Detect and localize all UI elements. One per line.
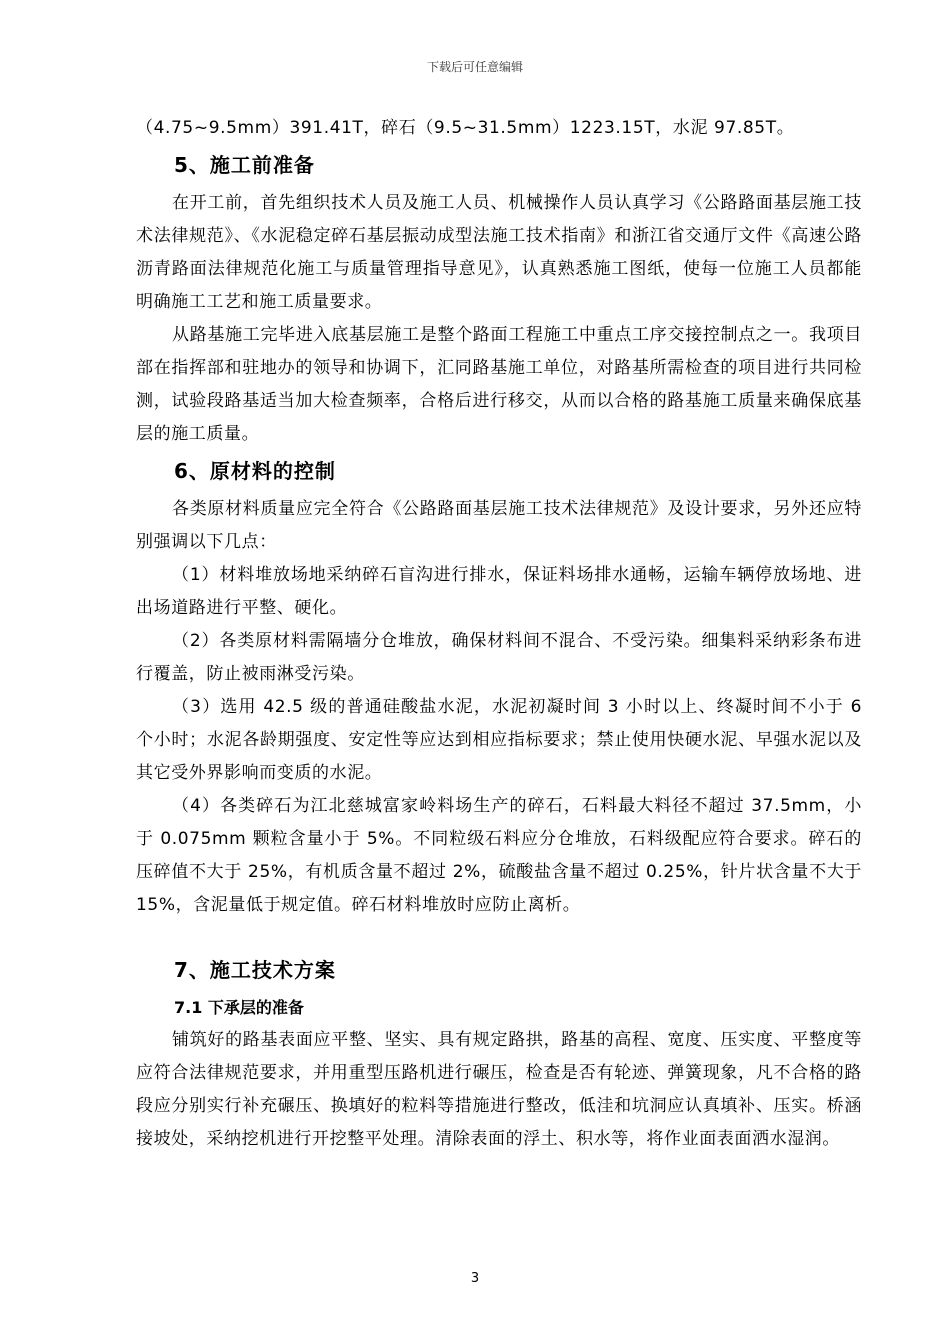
continuation-line: （4.75~9.5mm）391.41T，碎石（9.5~31.5mm）1223.15T，水泥 97.85T。 [136,118,795,138]
document-body [136,112,862,1156]
section-5-paragraph-1: 在开工前，首先组织技术人员及施工人员、机械操作人员认真学习《公路路面基层施工技术法律规范》、《水泥稳定碎石基层振动成型法施工技术指南》和浙江省交通厅文件《高速公路沥青路面法律规范化施工与质量管理指导意见》，认真熟悉施工图纸，使每一位施工人员都能明确施工工艺和施工质量要求。 [136,193,862,312]
section-6-item-3: （3）选用 42.5 级的普通硅酸盐水泥，水泥初凝时间 3 小时以上、终凝时间不小于 6 个小时；水泥各龄期强度、安定性等应达到相应指标要求；禁止使用快硬水泥、早强水泥以及其它受外界影响而变质的水泥。 [136,697,862,783]
section-6-item-1: （1）材料堆放场地采纳碎石盲沟进行排水，保证料场排水通畅，运输车辆停放场地、进出场道路进行平整、硬化。 [136,565,862,618]
section-7-heading: 7、施工技术方案 [174,958,336,982]
section-6-item-2: （2）各类原材料需隔墙分仓堆放，确保材料间不混合、不受污染。细集料采纳彩条布进行覆盖，防止被雨淋受污染。 [136,631,862,684]
section-6-paragraph-1: 各类原材料质量应完全符合《公路路面基层施工技术法律规范》及设计要求，另外还应特别强调以下几点： [136,499,862,552]
page-number: 3 [470,1271,480,1286]
section-7-1-paragraph-1: 铺筑好的路基表面应平整、坚实、具有规定路拱，路基的高程、宽度、压实度、平整度等应符合法律规范要求，并用重型压路机进行碾压，检查是否有轮迹、弹簧现象，凡不合格的路段应分别实行补充碾压、换填好的粒料等措施进行整改，低洼和坑洞应认真填补、压实。桥涵接坡处，采纳挖机进行开挖整平处理。清除表面的浮土、积水等，将作业面表面洒水湿润。 [136,1030,862,1149]
section-6-item-4: （4）各类碎石为江北慈城富家岭料场生产的碎石，石料最大料径不超过 37.5mm，小于 0.075mm 颗粒含量小于 5%。不同粒级石料应分仓堆放，石料级配应符合要求。碎石的压碎值不大于 25%，有机质含量不超过 2%，硫酸盐含量不超过 0.25%，针片状含量不大于 15%，含泥量低于规定值。碎石材料堆放时应防止离析。 [136,796,862,915]
section-6-heading: 6、原材料的控制 [174,459,336,483]
section-5-heading: 5、施工前准备 [174,153,315,177]
header-note: 下载后可任意编辑 [426,60,523,74]
section-7-1-heading: 7.1 下承层的准备 [174,998,304,1017]
section-5-paragraph-2: 从路基施工完毕进入底基层施工是整个路面工程施工中重点工序交接控制点之一。我项目部在指挥部和驻地办的领导和协调下，汇同路基施工单位，对路基所需检查的项目进行共同检测，试验段路基适当加大检查频率，合格后进行移交，从而以合格的路基施工质量来确保底基层的施工质量。 [136,325,862,444]
